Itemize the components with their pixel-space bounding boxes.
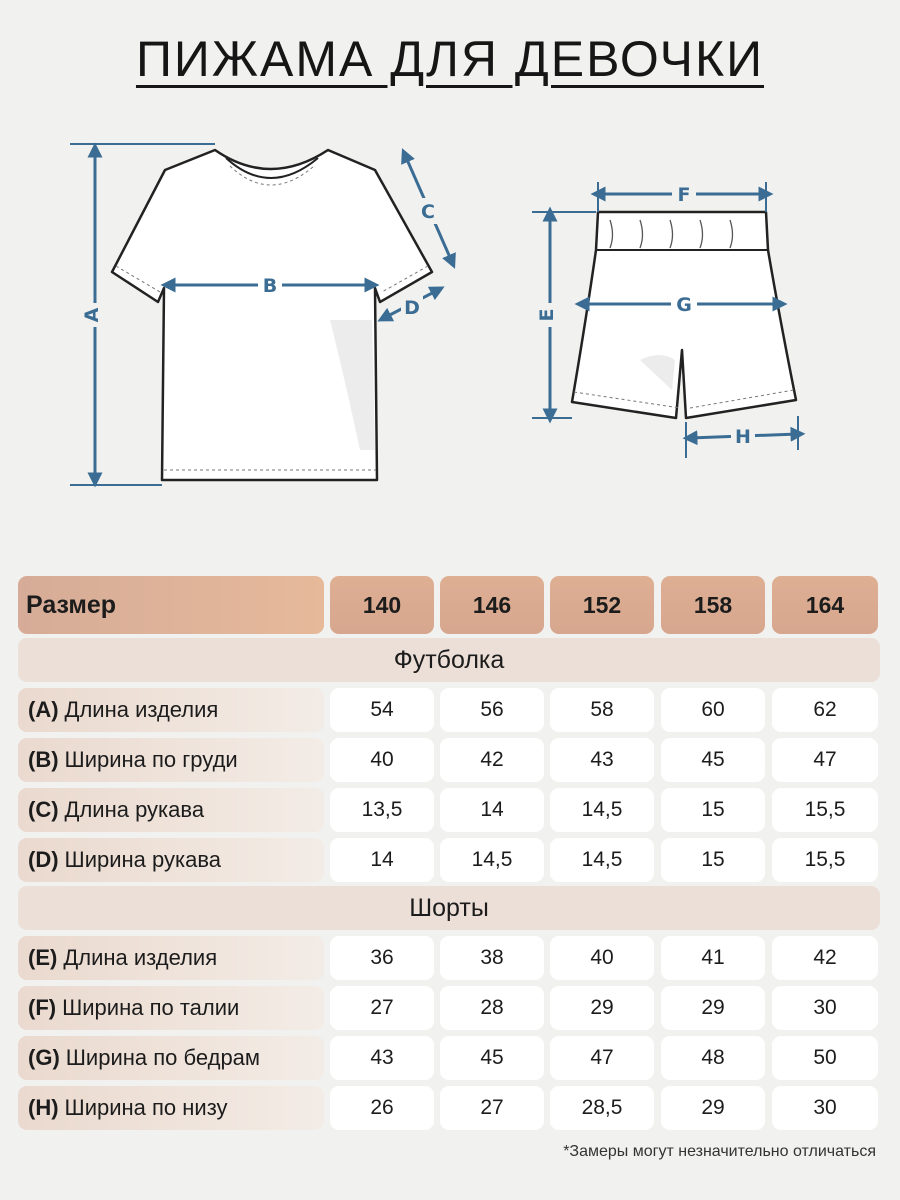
table-cell: 48 — [661, 1036, 765, 1080]
table-cell: 15,5 — [772, 838, 878, 882]
row-code: (A) — [28, 697, 59, 722]
dim-label-e: E — [536, 308, 558, 322]
table-cell: 43 — [550, 738, 654, 782]
table-cell: 36 — [330, 936, 434, 980]
row-label — [18, 738, 324, 782]
dim-label-h: H — [735, 426, 751, 448]
table-cell: 14 — [330, 838, 434, 882]
table-cell: 30 — [772, 1086, 878, 1130]
row-label-text: Ширина по низу — [64, 1095, 228, 1120]
row-label-text: Длина рукава — [64, 797, 205, 822]
size-header-152: 152 — [550, 576, 654, 634]
table-cell: 30 — [772, 986, 878, 1030]
size-header-164: 164 — [772, 576, 878, 634]
table-cell: 13,5 — [330, 788, 434, 832]
table-cell: 42 — [772, 936, 878, 980]
row-label — [18, 936, 324, 980]
table-cell: 15 — [661, 788, 765, 832]
table-cell: 54 — [330, 688, 434, 732]
table-cell: 45 — [661, 738, 765, 782]
row-label-text: Длина изделия — [64, 697, 219, 722]
dim-label-g: G — [676, 294, 692, 316]
row-label — [18, 688, 324, 732]
table-cell: 14,5 — [440, 838, 544, 882]
table-cell: 29 — [661, 1086, 765, 1130]
table-cell: 14,5 — [550, 838, 654, 882]
section-header: Шорты — [18, 886, 880, 930]
dim-label-c: C — [421, 201, 435, 223]
section-header: Футболка — [18, 638, 880, 682]
table-cell: 58 — [550, 688, 654, 732]
table-cell: 28 — [440, 986, 544, 1030]
row-label-text: Ширина по талии — [62, 995, 240, 1020]
dim-label-b: B — [262, 275, 278, 297]
dim-label-f: F — [677, 184, 691, 206]
row-label — [18, 986, 324, 1030]
size-header-140: 140 — [330, 576, 434, 634]
table-cell: 15,5 — [772, 788, 878, 832]
disclaimer-note: *Замеры могут незначительно отличаться — [563, 1143, 876, 1160]
row-code: (G) — [28, 1045, 60, 1070]
row-code: (B) — [28, 747, 59, 772]
dim-label-d: D — [404, 297, 420, 319]
table-cell: 29 — [550, 986, 654, 1030]
row-code: (E) — [28, 945, 58, 970]
row-code: (H) — [28, 1095, 59, 1120]
size-header-158: 158 — [661, 576, 765, 634]
table-cell: 26 — [330, 1086, 434, 1130]
tshirt-icon — [112, 150, 432, 480]
row-label-text: Длина изделия — [63, 945, 218, 970]
table-cell: 27 — [440, 1086, 544, 1130]
page-title: ПИЖАМА ДЛЯ ДЕВОЧКИ — [135, 31, 765, 87]
table-cell: 14 — [440, 788, 544, 832]
row-code: (F) — [28, 995, 57, 1020]
table-cell: 62 — [772, 688, 878, 732]
row-label-text: Ширина по груди — [64, 747, 238, 772]
table-cell: 40 — [550, 936, 654, 980]
size-header-146: 146 — [440, 576, 544, 634]
table-cell: 50 — [772, 1036, 878, 1080]
table-cell: 14,5 — [550, 788, 654, 832]
table-cell: 38 — [440, 936, 544, 980]
table-cell: 47 — [550, 1036, 654, 1080]
dim-label-a: A — [81, 307, 103, 323]
table-cell: 27 — [330, 986, 434, 1030]
row-label — [18, 1086, 324, 1130]
row-code: (C) — [28, 797, 59, 822]
row-label — [18, 1036, 324, 1080]
table-cell: 40 — [330, 738, 434, 782]
garment-illustration — [0, 120, 900, 520]
table-cell: 29 — [661, 986, 765, 1030]
size-header-label: Размер — [18, 576, 324, 634]
row-label — [18, 838, 324, 882]
table-cell: 43 — [330, 1036, 434, 1080]
row-label-text: Ширина рукава — [64, 847, 222, 872]
table-cell: 42 — [440, 738, 544, 782]
table-cell: 28,5 — [550, 1086, 654, 1130]
row-label-text: Ширина по бедрам — [65, 1045, 261, 1070]
table-cell: 41 — [661, 936, 765, 980]
table-cell: 47 — [772, 738, 878, 782]
table-cell: 60 — [661, 688, 765, 732]
table-cell: 45 — [440, 1036, 544, 1080]
table-cell: 56 — [440, 688, 544, 732]
row-label — [18, 788, 324, 832]
table-cell: 15 — [661, 838, 765, 882]
row-code: (D) — [28, 847, 59, 872]
